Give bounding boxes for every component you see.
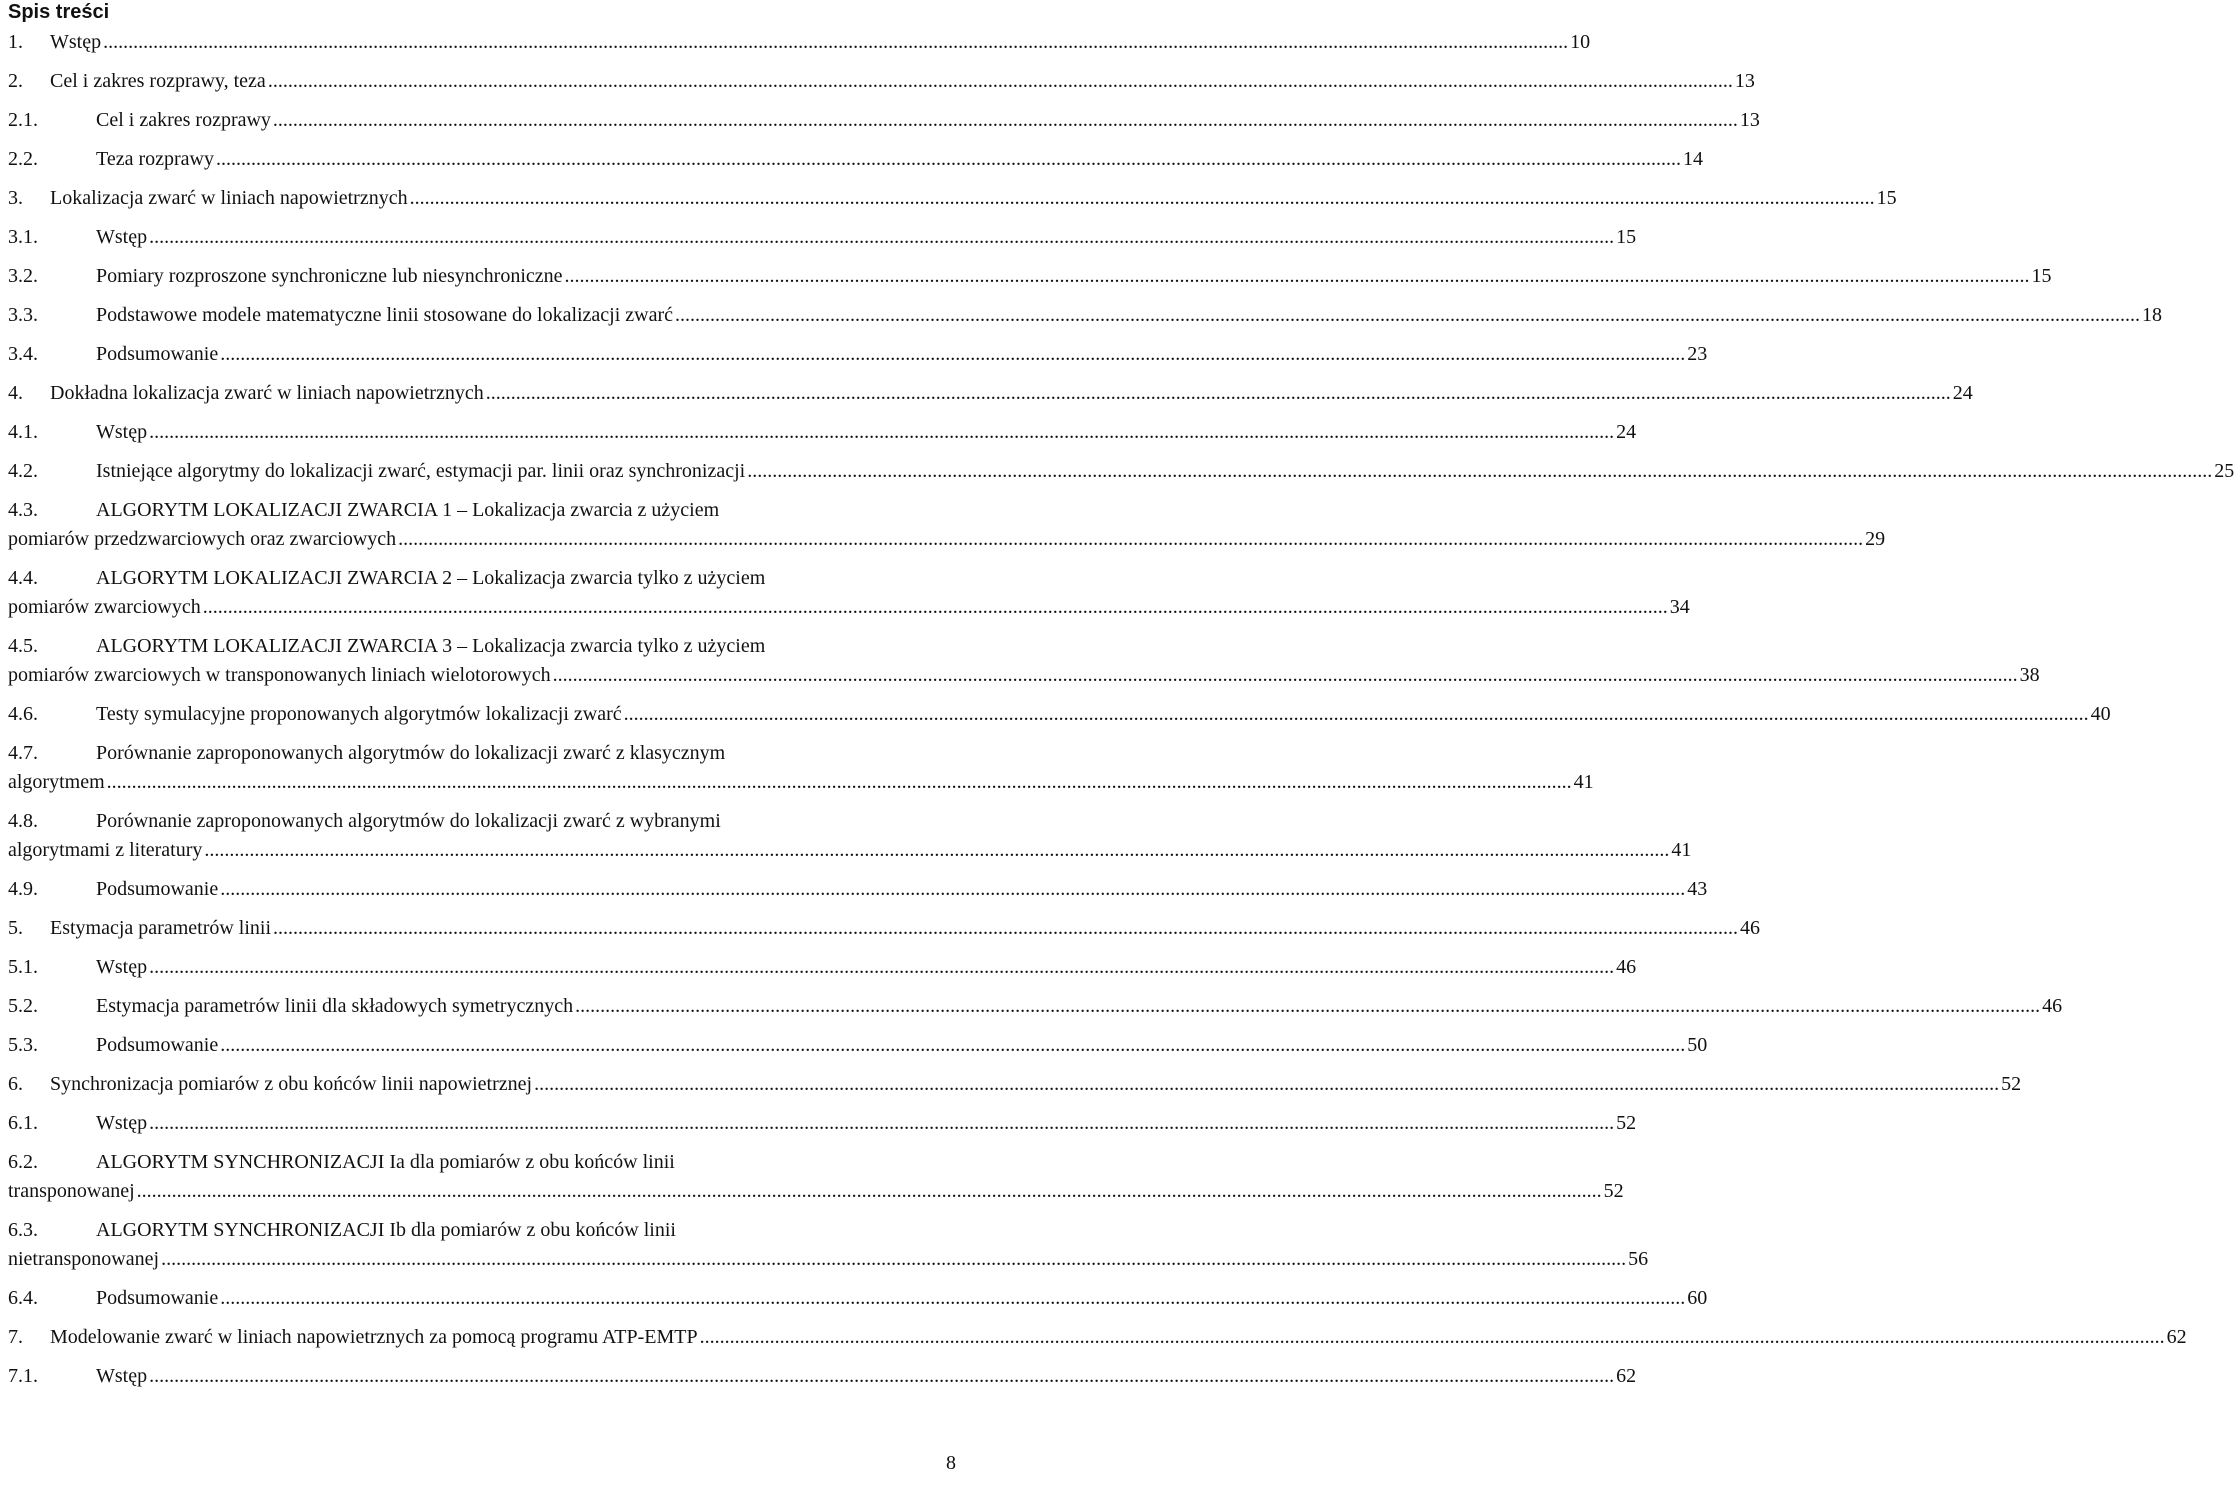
entry-number: 6.3. [8,1219,38,1241]
entry-page: 24 [1616,421,1637,443]
entry-number: 4.2. [8,460,38,482]
dot-leader [220,875,1685,904]
toc-entry[interactable] [8,1031,1708,1060]
entry-title: Estymacja parametrów linii dla składowych symetrycznych [96,995,574,1017]
toc-entry[interactable] [8,1148,1624,1206]
toc-entry[interactable] [8,1362,1637,1391]
entry-page: 34 [1669,596,1690,618]
entry-title: Pomiary rozproszone synchroniczne lub niesynchroniczne [96,265,563,287]
toc-entry[interactable] [8,564,1690,622]
dot-leader [220,1031,1685,1060]
entry-title: Podsumowanie [96,878,219,900]
toc-entry[interactable] [8,914,1761,943]
entry-number: 7. [8,1326,23,1348]
toc-entry[interactable] [8,1109,1637,1138]
entry-number: 5.3. [8,1034,38,1056]
toc-entry[interactable] [8,992,2063,1021]
dot-leader [137,1177,1602,1206]
entry-number: 4.4. [8,567,38,589]
entry-title-continued: nietransponowanej [8,1248,160,1270]
dot-leader [149,223,1614,252]
dot-leader [216,145,1681,174]
entry-page: 38 [2019,664,2040,686]
entry-page: 62 [2166,1326,2187,1348]
toc-entry[interactable] [8,700,2111,729]
toc-entry[interactable] [8,145,1703,174]
entry-page: 46 [2042,995,2063,1017]
entry-title: Estymacja parametrów linii [50,917,272,939]
toc-entry[interactable] [8,953,1637,982]
entry-number: 3.4. [8,343,38,365]
entry-page: 25 [2214,460,2234,482]
entry-title: Podsumowanie [96,343,219,365]
entry-number: 4.1. [8,421,38,443]
dot-leader [486,379,1951,408]
entry-title: Podsumowanie [96,1287,219,1309]
entry-title: Wstęp [96,226,148,248]
dot-leader [398,525,1863,554]
entry-title: Podsumowanie [96,1034,219,1056]
dot-leader [220,1284,1685,1313]
page-number: 8 [946,1452,956,1474]
entry-number: 3.3. [8,304,38,326]
entry-number: 5.1. [8,956,38,978]
toc-entry[interactable] [8,28,1591,57]
entry-number: 6. [8,1073,23,1095]
dot-leader [149,418,1614,447]
entry-number: 6.1. [8,1112,38,1134]
toc-entry[interactable] [8,1284,1708,1313]
dot-leader [534,1070,1999,1099]
entry-title: ALGORYTM LOKALIZACJI ZWARCIA 3 – Lokalizacja zwarcia tylko z użyciem [96,635,766,657]
toc-title: Spis treści [8,1,110,23]
entry-page: 29 [1865,528,1886,550]
entry-page: 52 [1616,1112,1637,1134]
entry-title: Modelowanie zwarć w liniach napowietrznych za pomocą programu ATP-EMTP [50,1326,698,1348]
entry-number: 7.1. [8,1365,38,1387]
entry-title: ALGORYTM LOKALIZACJI ZWARCIA 1 – Lokalizacja zwarcia z użyciem [96,499,720,521]
dot-leader [273,106,1738,135]
toc-page [8,0,2234,1401]
entry-title-continued: transponowanej [8,1180,135,1202]
toc-entry[interactable] [8,340,1708,369]
entry-title: Wstęp [96,1365,148,1387]
entry-title: Cel i zakres rozprawy, teza [50,70,266,92]
dot-leader [700,1323,2165,1352]
dot-leader [203,593,1668,622]
entry-page: 52 [1603,1180,1624,1202]
dot-leader [747,457,2212,486]
entry-title: Wstęp [96,956,148,978]
entry-number: 4.6. [8,703,38,725]
toc-entry[interactable] [8,106,1760,135]
entry-page: 46 [1740,917,1761,939]
entry-title: Wstęp [96,421,148,443]
entry-page: 23 [1687,343,1708,365]
entry-number: 6.4. [8,1287,38,1309]
toc-entry[interactable] [8,67,1755,96]
dot-leader [220,340,1685,369]
toc-entry[interactable] [8,739,1594,797]
entry-page: 50 [1687,1034,1708,1056]
entry-page: 56 [1628,1248,1649,1270]
entry-page: 52 [2001,1073,2022,1095]
toc-entry[interactable] [8,379,1973,408]
dot-leader [204,836,1669,865]
entry-page: 60 [1687,1287,1708,1309]
entry-number: 2. [8,70,23,92]
toc-entry[interactable] [8,632,2040,690]
entry-title: Teza rozprawy [96,148,214,170]
toc-entry[interactable] [8,418,1637,447]
entry-number: 3.2. [8,265,38,287]
toc-entry[interactable] [8,223,1637,252]
entry-page: 41 [1671,839,1692,861]
entry-number: 2.2. [8,148,38,170]
dot-leader [103,28,1568,57]
entry-page: 13 [1734,70,1755,92]
toc-entries [8,28,2234,1391]
entry-page: 13 [1739,109,1760,131]
entry-page: 14 [1682,148,1703,170]
toc-entry[interactable] [8,496,1886,554]
toc-entry[interactable] [8,457,2234,486]
entry-number: 4.3. [8,499,38,521]
entry-title: Porównanie zaproponowanych algorytmów do lokalizacji zwarć z wybranymi [96,810,721,832]
toc-entry[interactable] [8,807,1692,865]
entry-title-continued: algorytmami z literatury [8,839,203,861]
entry-page: 46 [1616,956,1637,978]
entry-page: 40 [2090,703,2111,725]
dot-leader [273,914,1738,943]
toc-entry[interactable] [8,1216,1649,1274]
entry-page: 15 [1876,187,1897,209]
entry-page: 24 [1952,382,1973,404]
toc-entry[interactable] [8,262,2052,291]
entry-title-continued: pomiarów zwarciowych [8,596,201,618]
entry-number: 3. [8,187,23,209]
dot-leader [268,67,1733,96]
entry-page: 15 [2031,265,2052,287]
entry-page: 62 [1616,1365,1637,1387]
entry-number: 4. [8,382,23,404]
entry-number: 3.1. [8,226,38,248]
dot-leader [575,992,2040,1021]
entry-page: 18 [2142,304,2163,326]
toc-entry[interactable] [8,301,2163,330]
entry-number: 1. [8,31,23,53]
entry-title: ALGORYTM LOKALIZACJI ZWARCIA 2 – Lokalizacja zwarcia tylko z użyciem [96,567,766,589]
entry-title-continued: pomiarów zwarciowych w transponowanych liniach wielotorowych [8,664,551,686]
entry-title: ALGORYTM SYNCHRONIZACJI Ia dla pomiarów z obu końców linii [96,1151,675,1173]
entry-title: ALGORYTM SYNCHRONIZACJI Ib dla pomiarów z obu końców linii [96,1219,676,1241]
entry-title: Wstęp [50,31,102,53]
entry-number: 4.8. [8,810,38,832]
entry-number: 5.2. [8,995,38,1017]
entry-number: 4.9. [8,878,38,900]
entry-title: Synchronizacja pomiarów z obu końców linii napowietrznej [50,1073,533,1095]
entry-number: 2.1. [8,109,38,131]
dot-leader [565,262,2030,291]
toc-entry[interactable] [8,184,1897,213]
entry-number: 4.7. [8,742,38,764]
entry-page: 15 [1616,226,1637,248]
toc-entry[interactable] [8,875,1708,904]
entry-title: Istniejące algorytmy do lokalizacji zwarć, estymacji par. linii oraz synchronizacji [96,460,746,482]
entry-title-continued: algorytmem [8,771,105,793]
dot-leader [161,1245,1626,1274]
entry-number: 4.5. [8,635,38,657]
toc-entry[interactable] [8,1323,2187,1352]
entry-title: Porównanie zaproponowanych algorytmów do lokalizacji zwarć z klasycznym [96,742,726,764]
entry-number: 5. [8,917,23,939]
toc-entry[interactable] [8,1070,2022,1099]
entry-title: Lokalizacja zwarć w liniach napowietrznych [50,187,408,209]
entry-page: 10 [1570,31,1591,53]
dot-leader [107,768,1572,797]
entry-title: Testy symulacyjne proponowanych algorytmów lokalizacji zwarć [96,703,622,725]
dot-leader [410,184,1875,213]
entry-title: Dokładna lokalizacja zwarć w liniach napowietrznych [50,382,484,404]
entry-page: 43 [1687,878,1708,900]
entry-title-continued: pomiarów przedzwarciowych oraz zwarciowych [8,528,397,550]
dot-leader [149,1109,1614,1138]
dot-leader [149,1362,1614,1391]
entry-title: Podstawowe modele matematyczne linii stosowane do lokalizacji zwarć [96,304,674,326]
dot-leader [624,700,2089,729]
entry-title: Wstęp [96,1112,148,1134]
entry-title: Cel i zakres rozprawy [96,109,271,131]
dot-leader [149,953,1614,982]
entry-number: 6.2. [8,1151,38,1173]
entry-page: 41 [1573,771,1594,793]
dot-leader [675,301,2140,330]
dot-leader [553,661,2018,690]
